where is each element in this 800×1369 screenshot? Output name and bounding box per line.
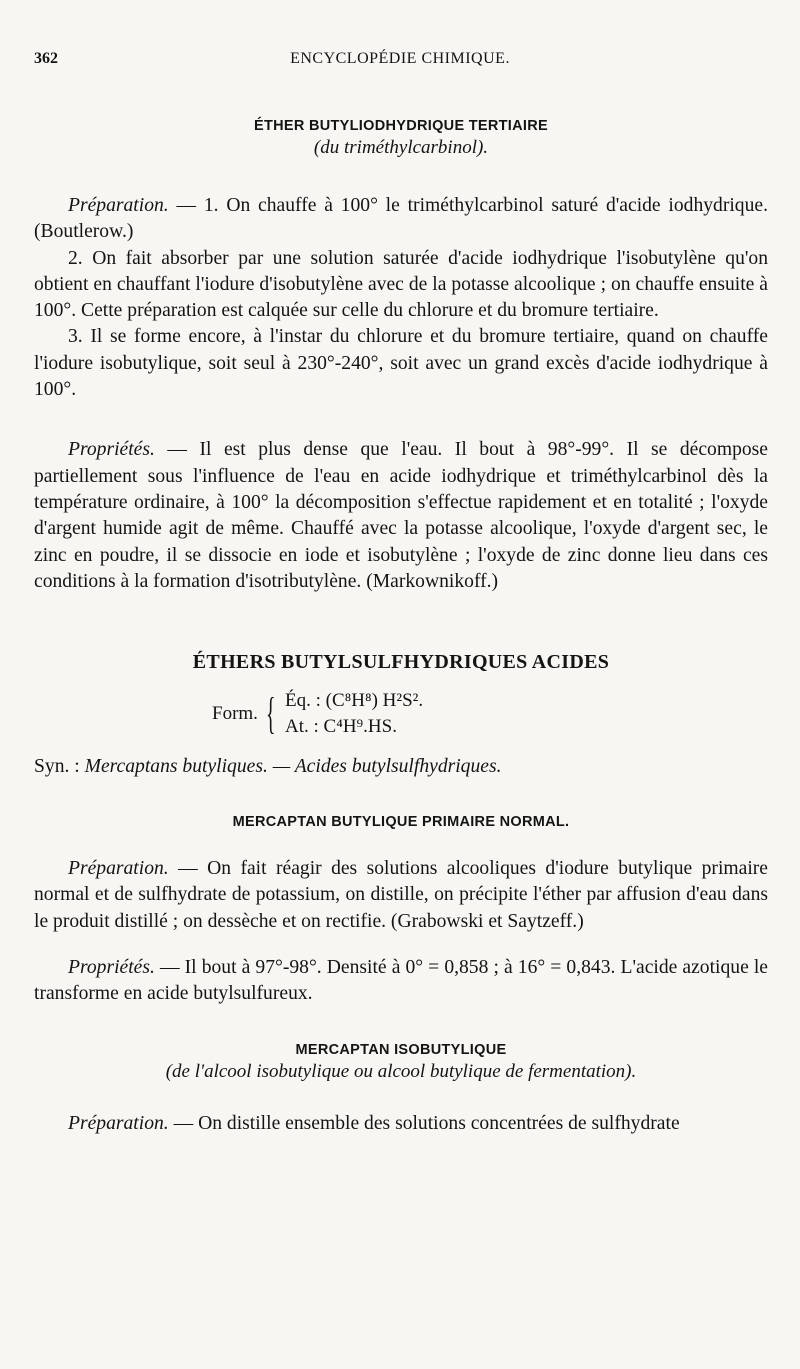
preparation-text-1: — 1. On chauffe à 100° le triméthylcarbinol saturé d'acide iodhydrique. (Boutlerow.) bbox=[34, 195, 768, 243]
synonyms-line bbox=[34, 754, 768, 780]
proprietes-text-mercaptan: — Il bout à 97°-98°. Densité à 0° = 0,858 ; à 16° = 0,843. L'acide azotique le transforme en acide butylsulfureux. bbox=[34, 957, 768, 1005]
formula-label: Form. bbox=[212, 703, 258, 725]
paragraph-preparation-mercaptan bbox=[34, 856, 768, 935]
label-proprietes: Propriétés. bbox=[68, 957, 155, 979]
section-title-ethers-acides: ÉTHERS BUTYLSULFHYDRIQUES ACIDES bbox=[192, 651, 610, 674]
page-number: 362 bbox=[34, 50, 58, 67]
preparation-text-mercaptan: — On fait réagir des solutions alcooliques d'iodure butylique primaire normal et de sulfhydrate de potassium, on distille, on précipite l'éther par affusion d'eau dans le produit distillé ; on dessèche et on rectifie. (Grabowski et Saytzeff.) bbox=[34, 858, 768, 932]
preparation-text-isobutylique: — On distille ensemble des solutions concentrées de sulfhydrate bbox=[168, 1112, 680, 1134]
formula-lines bbox=[285, 688, 423, 740]
section-subtitle-isobutylique: (de l'alcool isobutylique ou alcool butylique de fermentation). bbox=[165, 1060, 637, 1082]
paragraph-preparation-2: 2. On fait absorber par une solution saturée d'acide iodhydrique l'isobutylène qu'on obtient en chauffant l'iodure d'isobutylène avec de la potasse alcoolique ; on chauffe ensuite à 100°. Cette préparation est calquée sur celle du chlorure et du bromure tertiaire. bbox=[34, 247, 768, 322]
section-subtitle: (du triméthylcarbinol). bbox=[313, 137, 489, 158]
label-preparation: Préparation. bbox=[68, 195, 169, 216]
formula-brace: { bbox=[266, 689, 276, 739]
label-preparation: Préparation. bbox=[68, 1112, 169, 1134]
label-proprietes: Propriétés. bbox=[68, 439, 155, 461]
section-title-mercaptan-primaire: MERCAPTAN BUTYLIQUE PRIMAIRE NORMAL. bbox=[232, 814, 570, 831]
section-title-ether-tertiaire: ÉTHER BUTYLIODHYDRIQUE TERTIAIRE bbox=[254, 118, 548, 134]
formula-equivalent: Éq. : (C⁸H⁸) H²S². bbox=[285, 690, 424, 712]
label-preparation: Préparation. bbox=[68, 858, 169, 880]
proprietes-text: — Il est plus dense que l'eau. Il bout à 98°-99°. Il se décompose partiellement sous l'influence de l'eau en acide iodhydrique et triméthylcarbinol dès la température ordinaire, à 100° la décomposition s'effectue rapidement et en totalité ; l'oxyde d'argent humide agit de même. Chauffé avec la potasse alcoolique, l'oxyde d'argent sec, le zinc en poudre, il se dissocie en iode et isobutylène ; l'oxyde de zinc donne lieu dans ces conditions à la formation d'isotributylène. (Markownikoff.) bbox=[34, 439, 768, 592]
running-title: ENCYCLOPÉDIE CHIMIQUE. bbox=[290, 50, 510, 67]
paragraph-preparation-3: 3. Il se forme encore, à l'instar du chlorure et du bromure tertiaire, quand on chauffe l'iodure isobutylique, soit seul à 230°-240°, soit avec un grand excès d'acide iodhydrique à 100°. bbox=[34, 326, 768, 401]
formula-block bbox=[212, 688, 768, 744]
synonyms-text: Mercaptans butyliques. — Acides butylsulfhydriques. bbox=[84, 756, 502, 778]
paragraph-proprietes-mercaptan bbox=[34, 955, 768, 1008]
running-header bbox=[34, 50, 766, 72]
paragraph-preparation-isobutylique bbox=[34, 1111, 768, 1137]
section-title-mercaptan-isobutylique: MERCAPTAN ISOBUTYLIQUE bbox=[295, 1041, 507, 1058]
page-content bbox=[34, 118, 768, 1137]
paragraph-preparation-1 bbox=[34, 193, 768, 246]
synonyms-prefix: Syn. : bbox=[34, 756, 85, 778]
formula-atomic: At. : C⁴H⁹.HS. bbox=[285, 716, 397, 738]
paragraph-proprietes bbox=[34, 437, 768, 595]
